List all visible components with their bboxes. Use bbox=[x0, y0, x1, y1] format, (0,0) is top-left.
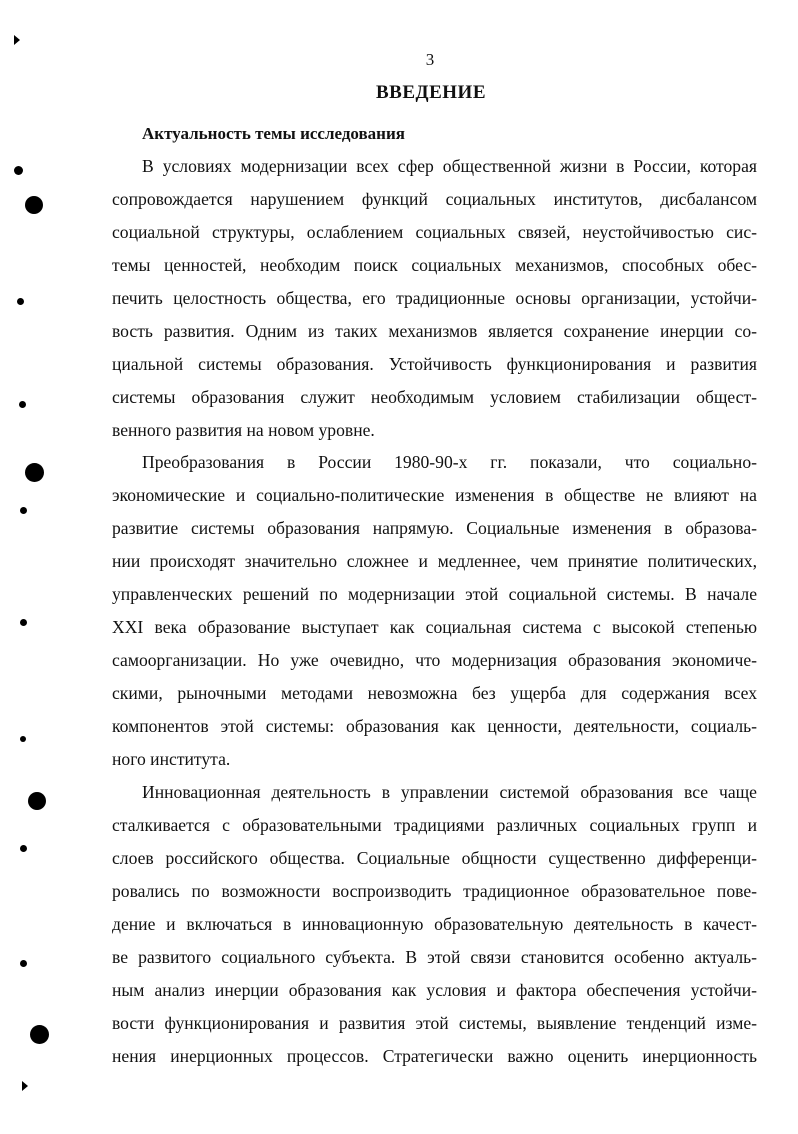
punch-hole-icon bbox=[25, 196, 43, 214]
punch-hole-icon bbox=[17, 298, 24, 305]
text-line: нения инерционных процессов. Стратегически важно оценить инерционность bbox=[112, 1046, 757, 1066]
text-line: ровались по возможности воспроизводить традиционное образовательное пове- bbox=[112, 881, 757, 901]
text-line: сталкивается с образовательными традициями различных социальных групп и bbox=[112, 815, 757, 835]
punch-hole-icon bbox=[30, 1025, 49, 1044]
punch-hole-icon bbox=[20, 736, 26, 742]
text-line: XXI века образование выступает как социальная система с высокой степенью bbox=[112, 617, 757, 637]
text-line: системы образования служит необходимым условием стабилизации общест- bbox=[112, 387, 757, 407]
text-line: сопровождается нарушением функций социальных институтов, дисбалансом bbox=[112, 189, 757, 209]
text-line: скими, рыночными методами невозможна без ущерба для содержания всех bbox=[112, 683, 757, 703]
tick-mark-icon bbox=[22, 1081, 28, 1091]
tick-mark-icon bbox=[14, 35, 20, 45]
text-line: темы ценностей, необходим поиск социальных механизмов, способных обес- bbox=[112, 255, 757, 275]
text-line: слоев российского общества. Социальные общности существенно дифференци- bbox=[112, 848, 757, 868]
text-line: вости функционирования и развития этой системы, выявление тенденций изме- bbox=[112, 1013, 757, 1033]
text-line: экономические и социально-политические изменения в обществе не влияют на bbox=[112, 485, 757, 505]
text-line: венного развития на новом уровне. bbox=[112, 420, 375, 440]
text-line: вость развития. Одним из таких механизмов является сохранение инерции со- bbox=[112, 321, 757, 341]
text-line: управленческих решений по модернизации этой социальной системы. В начале bbox=[112, 584, 757, 604]
section-heading: Актуальность темы исследования bbox=[142, 124, 405, 143]
text-line: развитие системы образования напрямую. Социальные изменения в образова- bbox=[112, 518, 757, 538]
text-line: ного института. bbox=[112, 749, 231, 769]
text-line: нии происходят значительно сложнее и медленнее, чем принятие политических, bbox=[112, 551, 757, 571]
text-line: самоорганизации. Но уже очевидно, что модернизация образования экономиче- bbox=[112, 650, 757, 670]
text-line: циальной системы образования. Устойчивость функционирования и развития bbox=[112, 354, 757, 374]
punch-hole-icon bbox=[20, 960, 27, 967]
text-line: Инновационная деятельность в управлении системой образования все чаще bbox=[142, 782, 757, 802]
page-title: ВВЕДЕНИЕ bbox=[376, 82, 486, 103]
punch-hole-icon bbox=[20, 619, 27, 626]
text-line: дение и включаться в инновационную образовательную деятельность в качест- bbox=[112, 914, 757, 934]
page-number: 3 bbox=[425, 50, 435, 69]
punch-hole-icon bbox=[20, 845, 27, 852]
text-line: печить целостность общества, его традиционные основы организации, устойчи- bbox=[112, 288, 757, 308]
punch-hole-icon bbox=[20, 507, 27, 514]
punch-hole-icon bbox=[14, 166, 23, 175]
text-line: компонентов этой системы: образования как ценности, деятельности, социаль- bbox=[112, 716, 757, 736]
text-line: социальной структуры, ослаблением социальных связей, неустойчивостью сис- bbox=[112, 222, 757, 242]
punch-hole-icon bbox=[28, 792, 46, 810]
text-line: Преобразования в России 1980-90-х гг. показали, что социально- bbox=[142, 452, 757, 472]
text-line: В условиях модернизации всех сфер общественной жизни в России, которая bbox=[142, 156, 757, 176]
text-line: ным анализ инерции образования как условия и фактора обеспечения устойчи- bbox=[112, 980, 757, 1000]
punch-hole-icon bbox=[19, 401, 26, 408]
text-line: ве развитого социального субъекта. В этой связи становится особенно актуаль- bbox=[112, 947, 757, 967]
punch-hole-icon bbox=[25, 463, 44, 482]
